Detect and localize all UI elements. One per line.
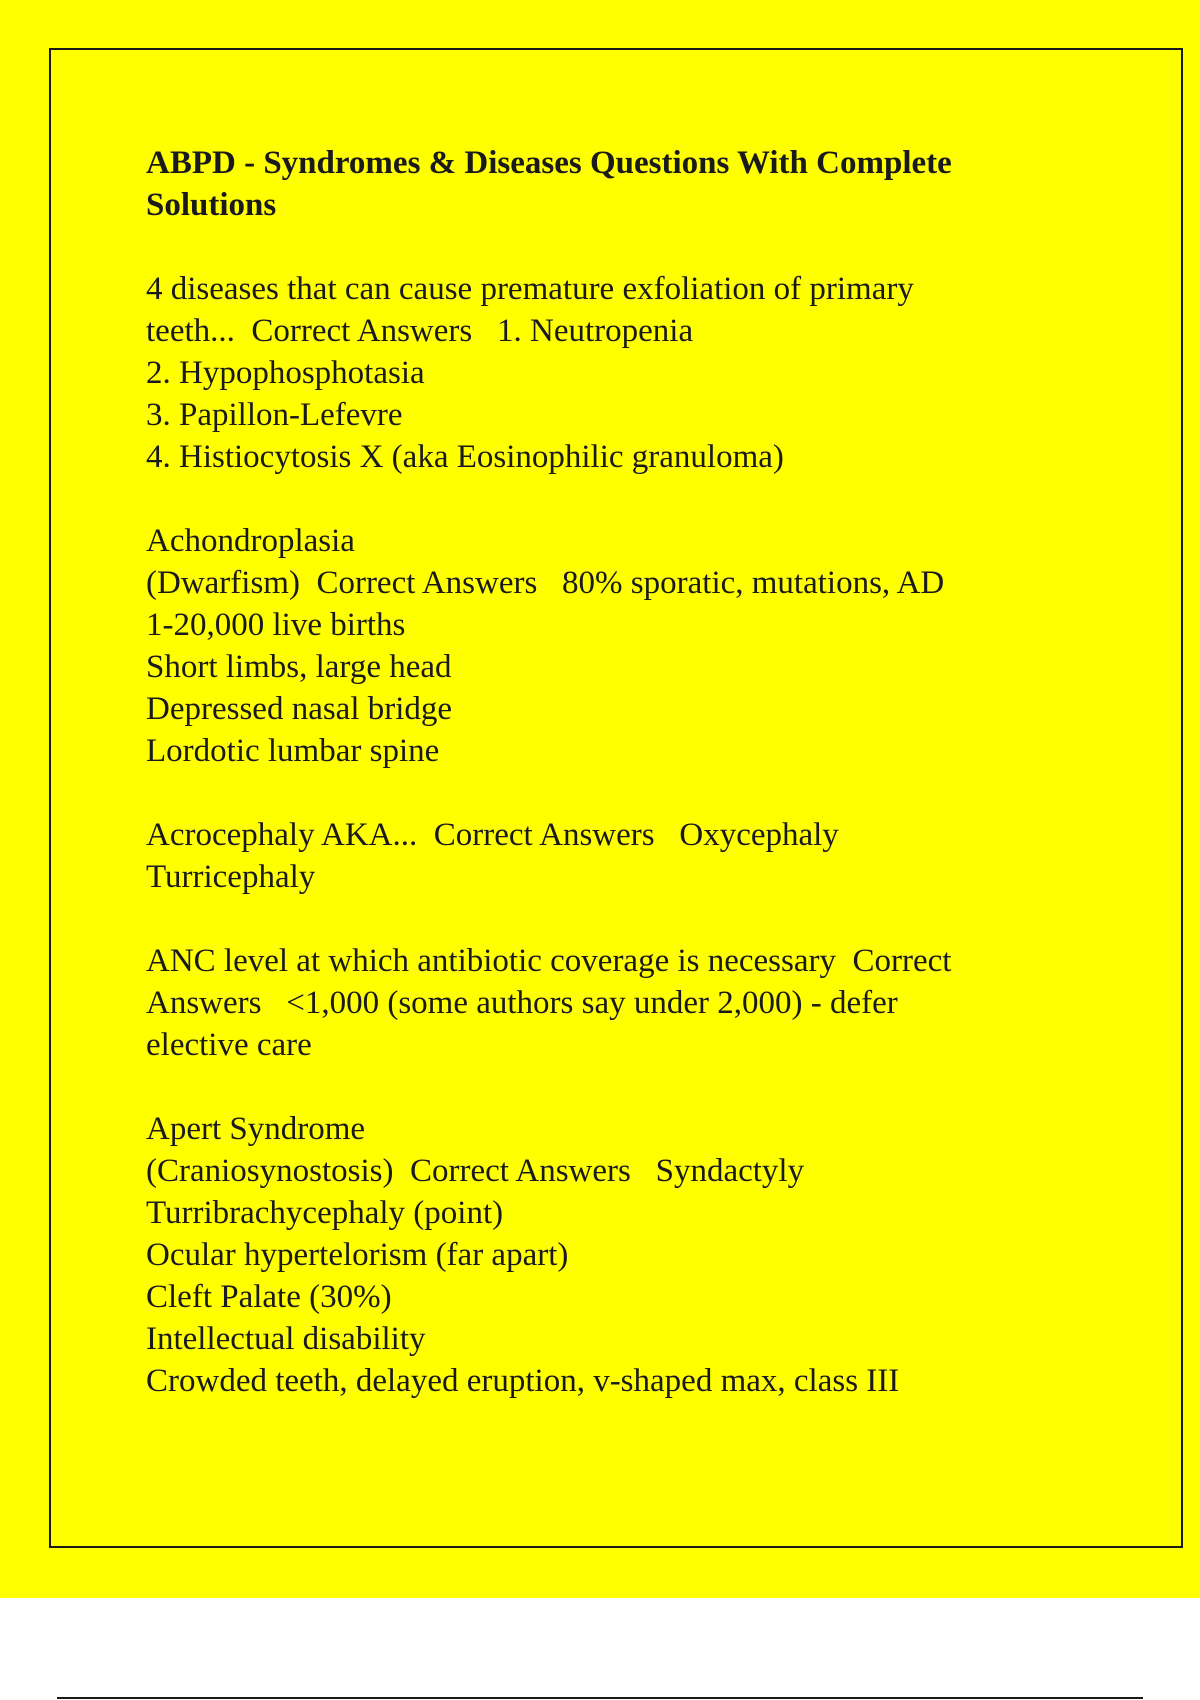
qa-line: elective care xyxy=(146,1027,312,1063)
footer-divider xyxy=(57,1697,1143,1699)
qa-line: 2. Hypophosphotasia xyxy=(146,355,425,391)
qa-line: Acrocephaly AKA... Correct Answers Oxycephaly xyxy=(146,817,839,853)
qa-line: Crowded teeth, delayed eruption, v-shaped max, class III xyxy=(146,1363,900,1399)
qa-line: 3. Papillon-Lefevre xyxy=(146,397,403,433)
qa-block-achondroplasia xyxy=(146,520,1066,772)
qa-line: Cleft Palate (30%) xyxy=(146,1279,392,1315)
title-line: Solutions xyxy=(146,187,277,223)
qa-line: Intellectual disability xyxy=(146,1321,426,1357)
qa-line: 4. Histiocytosis X (aka Eosinophilic granuloma) xyxy=(146,439,784,475)
qa-line: Turricephaly xyxy=(146,859,316,895)
document-title xyxy=(146,142,1066,226)
qa-line: Lordotic lumbar spine xyxy=(146,733,440,769)
qa-line: 4 diseases that can cause premature exfoliation of primary xyxy=(146,271,914,307)
title-line: ABPD - Syndromes & Diseases Questions With Complete xyxy=(146,145,952,181)
qa-line: Apert Syndrome xyxy=(146,1111,366,1147)
qa-line: Depressed nasal bridge xyxy=(146,691,453,727)
qa-line: Short limbs, large head xyxy=(146,649,452,685)
qa-block-premature-exfoliation xyxy=(146,268,1066,478)
qa-line: teeth... Correct Answers 1. Neutropenia xyxy=(146,313,694,349)
qa-line: ANC level at which antibiotic coverage is necessary Correct xyxy=(146,943,952,979)
qa-line: Turribrachycephaly (point) xyxy=(146,1195,504,1231)
document-content xyxy=(146,142,1066,1444)
qa-line: (Craniosynostosis) Correct Answers Syndactyly xyxy=(146,1153,805,1189)
qa-line: (Dwarfism) Correct Answers 80% sporatic, mutations, AD xyxy=(146,565,945,601)
qa-line: Answers <1,000 (some authors say under 2,000) - defer xyxy=(146,985,898,1021)
qa-block-apert-syndrome xyxy=(146,1108,1066,1402)
qa-line: 1-20,000 live births xyxy=(146,607,406,643)
qa-block-acrocephaly xyxy=(146,814,1066,898)
qa-block-anc-level xyxy=(146,940,1066,1066)
qa-line: Ocular hypertelorism (far apart) xyxy=(146,1237,569,1273)
qa-line: Achondroplasia xyxy=(146,523,355,559)
